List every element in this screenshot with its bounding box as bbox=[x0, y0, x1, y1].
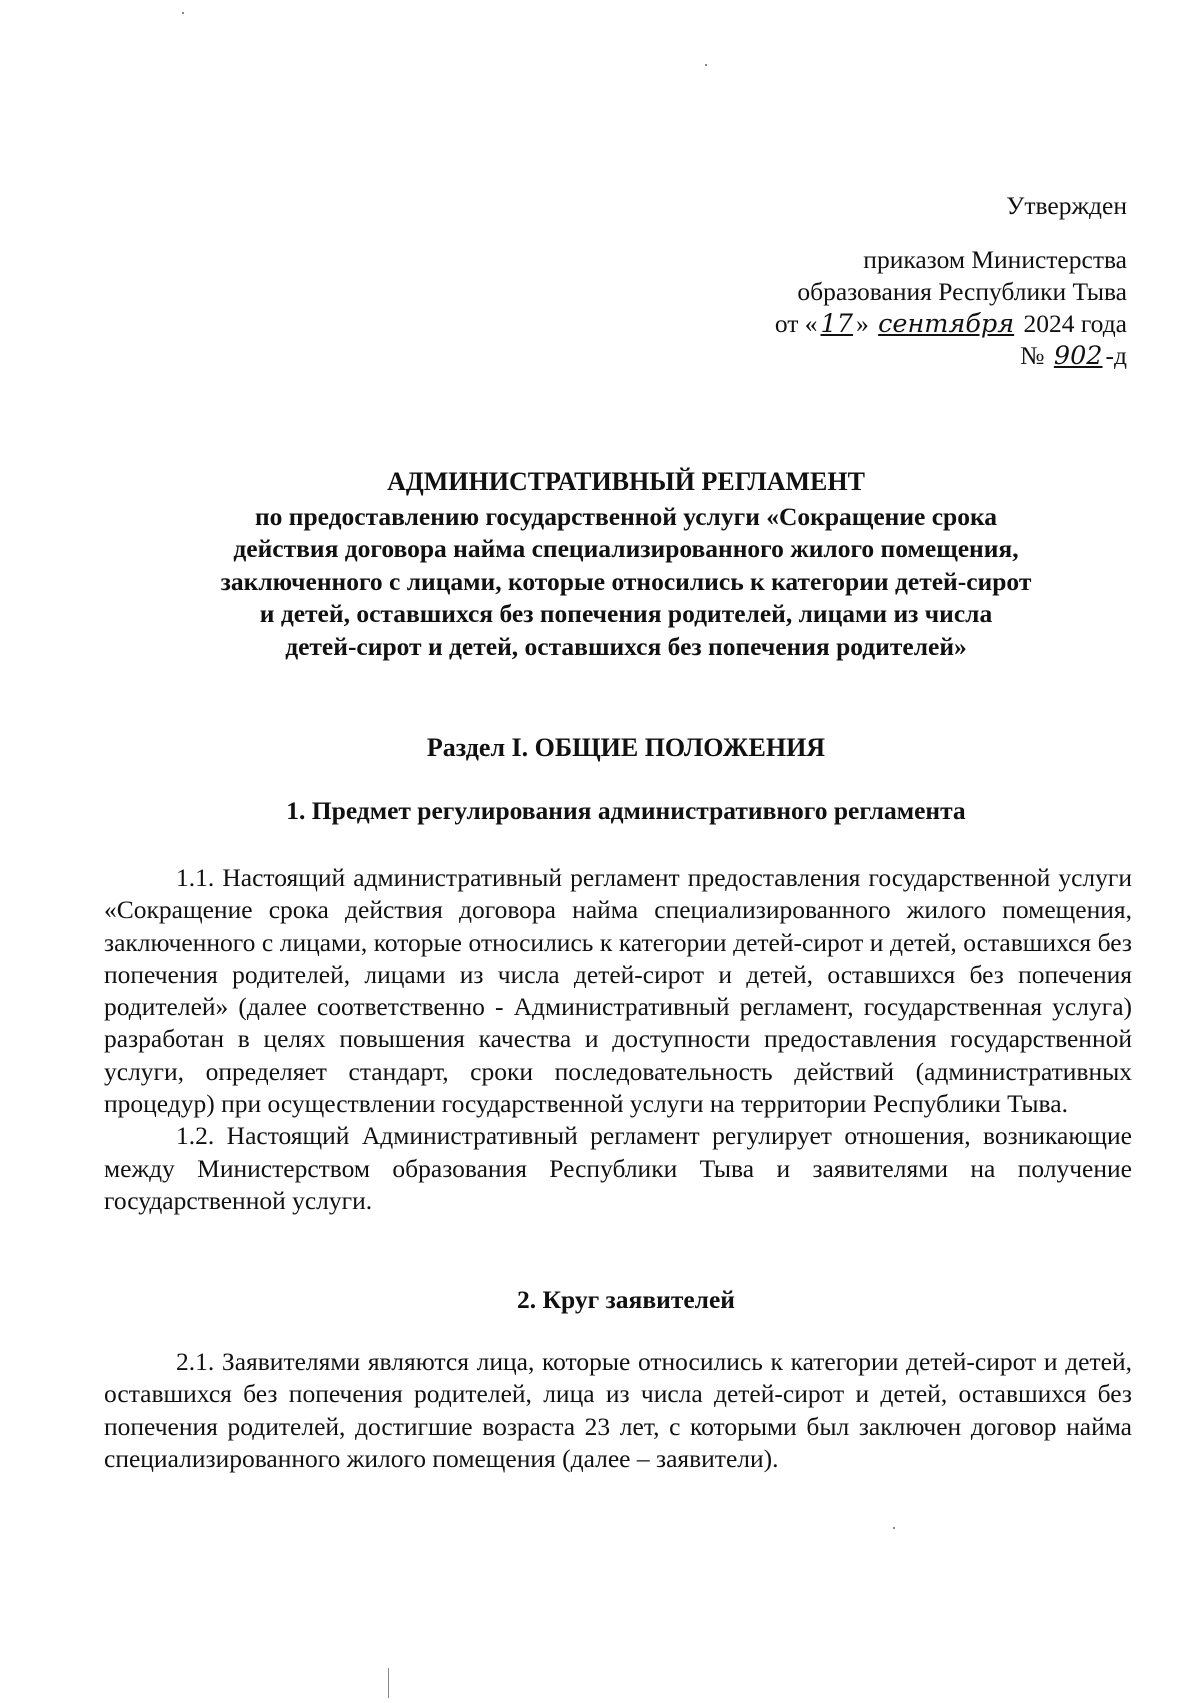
approval-line-2: образования Республики Тыва bbox=[797, 277, 1127, 306]
date-suffix: 2024 года bbox=[1023, 309, 1127, 338]
subsection-2-body bbox=[104, 1346, 1132, 1475]
subsection-2-heading: 2. Круг заявителей bbox=[517, 1285, 735, 1314]
number-suffix: -д bbox=[1105, 341, 1127, 370]
document-title bbox=[120, 466, 1132, 663]
number-prefix: № bbox=[1020, 341, 1045, 370]
approval-date-line bbox=[775, 308, 1127, 340]
title-line-5: детей-сирот и детей, оставшихся без попечения родителей» bbox=[285, 631, 967, 661]
subsection-1-heading: 1. Предмет регулирования административного регламента bbox=[286, 796, 966, 825]
title-main: АДМИНИСТРАТИВНЫЙ РЕГЛАМЕНТ bbox=[387, 467, 865, 496]
approval-line-1: приказом Министерства bbox=[863, 245, 1127, 274]
paragraph-1-1: 1.1. Настоящий административный регламент предоставления государственной услуги «Сокращение срока действия договора найма специализированного жилого помещения, заключенного с лицами, которые относились к категории детей-сирот и детей, оставшихся без попечения родителей, лицами из числа детей-сирот и детей, оставшихся без попечения родителей» (далее соответственно - Административный регламент, государственная услуга) разработан в целях повышения качества и доступности предоставления государственной услуги, определяет стандарт, сроки последовательность действий (административных процедур) при осуществлении государственной услуги на территории Республики Тыва. bbox=[104, 863, 1132, 1119]
scan-mark bbox=[388, 1668, 389, 1698]
subsection-1-body bbox=[104, 862, 1132, 1217]
title-line-3: заключенного с лицами, которые относились к категории детей-сирот bbox=[220, 566, 1032, 596]
handwritten-date-month: сентября bbox=[878, 309, 1015, 339]
date-prefix: от « bbox=[774, 309, 818, 338]
title-line-4: и детей, оставшихся без попечения родителей, лицами из числа bbox=[259, 599, 993, 628]
paragraph-1-2: 1.2. Настоящий Административный регламент регулирует отношения, возникающие между Министерством образования Республики Тыва и заявителями на получение государственной услуги. bbox=[104, 1121, 1132, 1215]
handwritten-date-day: 17 bbox=[820, 309, 853, 339]
title-line-1: по предоставлению государственной услуги «Сокращение срока bbox=[254, 501, 998, 531]
approval-block bbox=[775, 190, 1127, 372]
date-mid: » bbox=[855, 309, 869, 338]
handwritten-number: 902 bbox=[1053, 341, 1103, 371]
approval-number-line bbox=[775, 340, 1127, 372]
scan-mark bbox=[182, 12, 184, 14]
title-line-2: действия договора найма специализированного жилого помещения, bbox=[233, 534, 1019, 563]
section-1-heading: Раздел I. ОБЩИЕ ПОЛОЖЕНИЯ bbox=[426, 733, 826, 762]
scan-mark bbox=[893, 1527, 895, 1529]
approval-heading: Утвержден bbox=[1006, 191, 1127, 220]
scan-mark bbox=[705, 64, 707, 66]
paragraph-2-1: 2.1. Заявителями являются лица, которые относились к категории детей-сирот и детей, оставшихся без попечения родителей, лица из числа детей-сирот и детей, оставшихся без попечения родителей, достигшие возраста 23 лет, с которыми был заключен договор найма специализированного жилого помещения (далее – заявители). bbox=[104, 1347, 1132, 1473]
